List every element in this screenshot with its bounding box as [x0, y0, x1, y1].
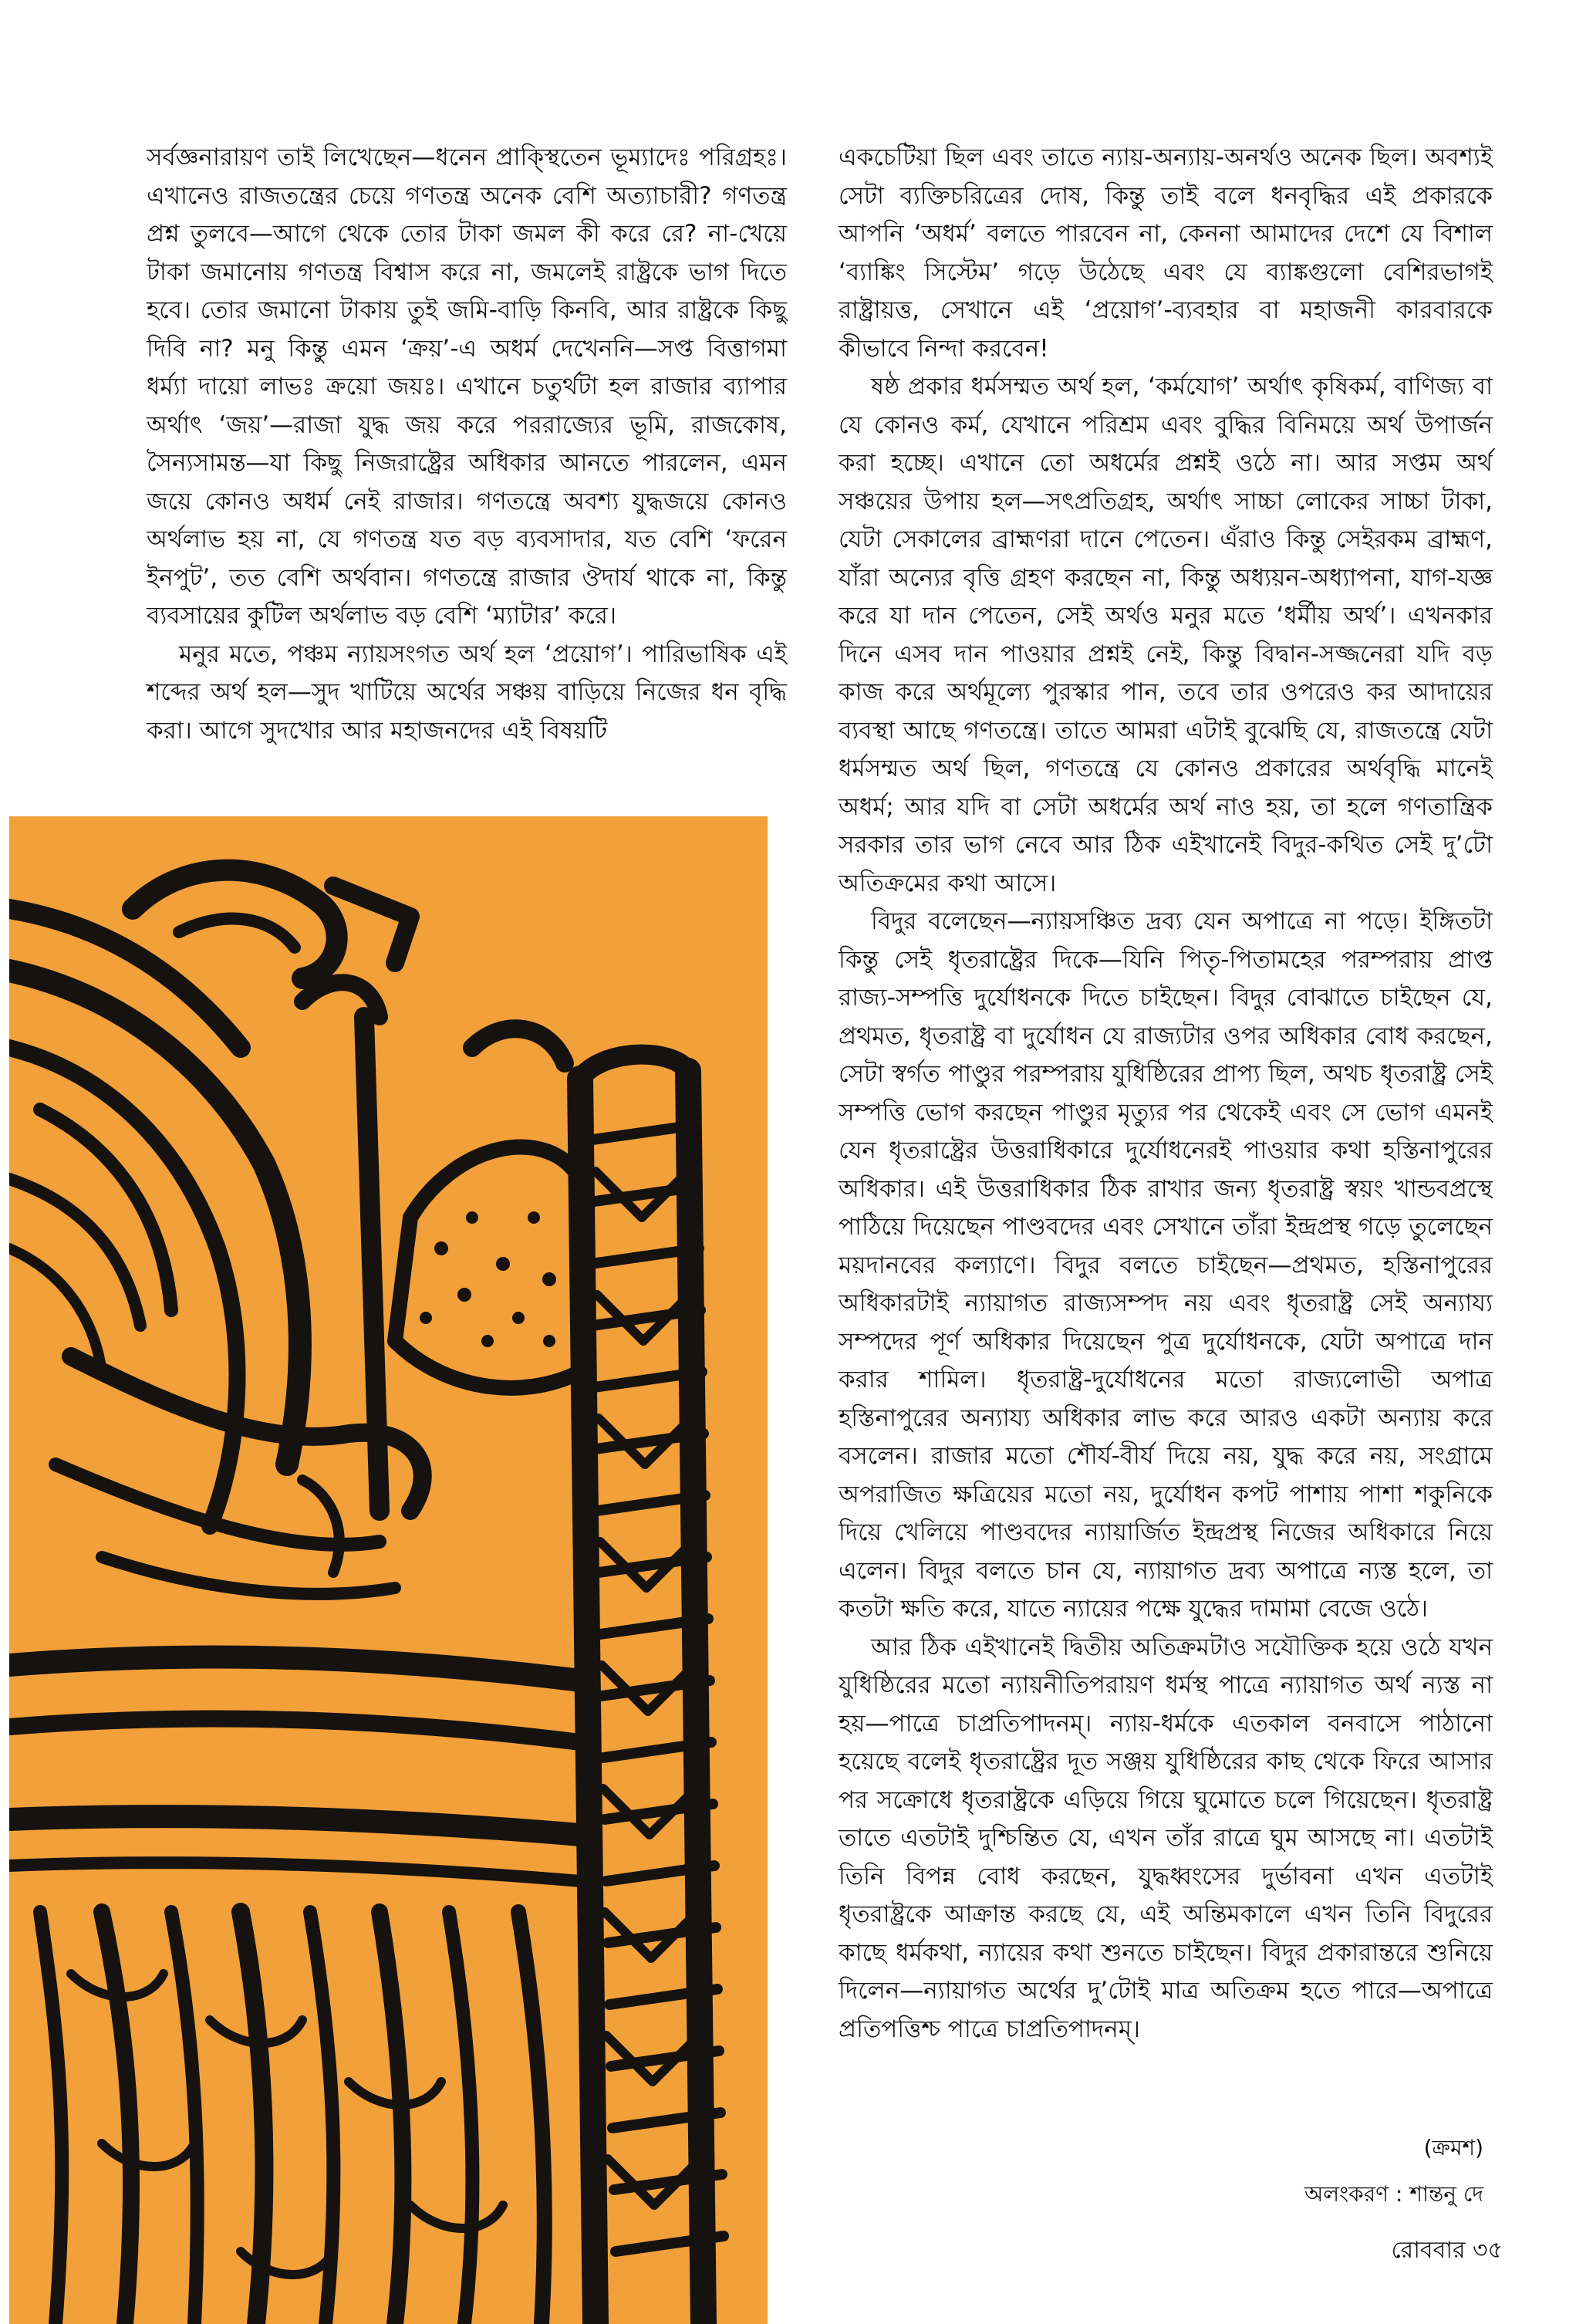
page-folio: রোববার ৩৫ — [1391, 2237, 1503, 2264]
illustration-credit: অলংকরণ : শান্তনু দে — [1304, 2181, 1483, 2207]
paragraph: বিদুর বলেছেন—ন্যায়সঞ্চিত দ্রব্য যেন অপাত্রে না পড়ে। ইঙ্গিতটা কিন্তু সেই ধৃতরাষ্ট্রের দিকে—যিনি পিতৃ-পিতামহের পরম্পরায় প্রাপ্ত রাজ্য-সম্পত্তি দুর্যোধনকে দিতে চাইছেন। বিদুর বোঝাতে চাইছেন যে, প্রথমত, ধৃতরাষ্ট্র বা দুর্যোধন যে রাজ্যটার ওপর অধিকার বোধ করছেন, সেটা স্বর্গত পাণ্ডুর পরম্পরায় যুধিষ্ঠিরের প্রাপ্য ছিল, অথচ ধৃতরাষ্ট্র সেই সম্পত্তি ভোগ করছেন পাণ্ডুর মৃত্যুর পর থেকেই এবং সে ভোগ এমনই যেন ধৃতরাষ্ট্রের উত্তরাধিকারে দুর্যোধনেরই পাওয়ার কথা হস্তিনাপুরের অধিকার। এই উত্তরাধিকার ঠিক রাখার জন্য ধৃতরাষ্ট্র স্বয়ং খান্ডবপ্রস্থে পাঠিয়ে দিয়েছেন পাণ্ডবদের এবং সেখানে তাঁরা ইন্দ্রপ্রস্থ গড়ে তুলেছেন ময়দানবের কল্যাণে। বিদুর বলতে চাইছেন—প্রথমত, হস্তিনাপুরের অধিকারটাই ন্যায়াগত রাজ্যসম্পদ নয় এবং ধৃতরাষ্ট্র সেই অন্যায্য সম্পদের পূর্ণ অধিকার দিয়েছেন পুত্র দুর্যোধনকে, যেটা অপাত্রে দান করার শামিল। ধৃতরাষ্ট্র-দুর্যোধনের মতো রাজ্যলোভী অপাত্র হস্তিনাপুরের অন্যায্য অধিকার লাভ করে আরও একটা অন্যায় করে বসলেন। রাজার মতো শৌর্য-বীর্য দিয়ে নয়, যুদ্ধ করে নয়, সংগ্রামে অপরাজিত ক্ষত্রিয়ের মতো নয়, দুর্যোধন কপট পাশায় পাশা শকুনিকে দিয়ে খেলিয়ে পাণ্ডবদের ন্যায়ার্জিত ইন্দ্রপ্রস্থ নিজের অধিকারে নিয়ে এলেন। বিদুর বলতে চান যে, ন্যায়াগত দ্রব্য অপাত্রে ন্যস্ত হলে, তা কতটা ক্ষতি করে, যাতে ন্যায়ের পক্ষে যুদ্ধের দামামা বেজে ওঠে। — [839, 907, 1493, 1623]
paragraph: সর্বজ্ঞনারায়ণ তাই লিখেছেন—ধনেন প্রাক্স্থিতেন ভূম্যাদেঃ পরিগ্রহঃ। এখানেও রাজতন্ত্রের চেয়ে গণতন্ত্র অনেক বেশি অত্যাচারী? গণতন্ত্র প্রশ্ন তুলবে—আগে থেকে তোর টাকা জমল কী করে রে? না-খেয়ে টাকা জমানোয় গণতন্ত্র বিশ্বাস করে না, জমলেই রাষ্ট্রকে ভাগ দিতে হবে। তোর জমানো টাকায় তুই জমি-বাড়ি কিনবি, আর রাষ্ট্রকে কিছু দিবি না? মনু কিন্তু এমন ‘ক্রয়’-এ অধর্ম দেখেননি—সপ্ত বিত্তাগমা ধর্ম্যা দায়ো লাভঃ ক্রয়ো জয়ঃ। এখানে চতুর্থটা হল রাজার ব্যাপার অর্থাৎ ‘জয়’—রাজা যুদ্ধ জয় করে পররাজ্যের ভূমি, রাজকোষ, সৈন্যসামন্ত—যা কিছু নিজরাষ্ট্রের অধিকার আনতে পারলেন, এমন জয়ে কোনও অধর্ম নেই রাজার। গণতন্ত্রে অবশ্য যুদ্ধজয়ে কোনও অর্থলাভ হয় না, যে গণতন্ত্র যত বড় ব্যবসাদার, যত বেশি ‘ফরেন ইনপুট’, তত বেশি অর্থবান। গণতন্ত্রে রাজার ঔদার্য থাকে না, কিন্তু ব্যবসায়ের কুটিল অর্থলাভ বড় বেশি ‘ম্যাটার’ করে। — [147, 144, 787, 630]
right-column — [839, 139, 1493, 2049]
left-column — [147, 139, 787, 750]
continued-note: (ক্রমশ) — [1423, 2135, 1483, 2160]
paragraph: একচেটিয়া ছিল এবং তাতে ন্যায়-অন্যায়-অনর্থও অনেক ছিল। অবশ্যই সেটা ব্যক্তিচরিত্রের দোষ, কিন্তু তাই বলে ধনবৃদ্ধির এই প্রকারকে আপনি ‘অধর্ম’ বলতে পারবেন না, কেননা আমাদের দেশে যে বিশাল ‘ব্যাঙ্কিং সিস্টেম’ গড়ে উঠেছে এবং যে ব্যাঙ্কগুলো বেশিরভাগই রাষ্ট্রায়ত্ত, সেখানে এই ‘প্রয়োগ’-ব্যবহার বা মহাজনী কারবারকে কীভাবে নিন্দা করবেন! — [839, 144, 1493, 363]
illustration-icon — [9, 816, 768, 2324]
paragraph: আর ঠিক এইখানেই দ্বিতীয় অতিক্রমটাও সযৌক্তিক হয়ে ওঠে যখন যুধিষ্ঠিরের মতো ন্যায়নীতিপরায়ণ ধর্মস্থ পাত্রে ন্যায়াগত অর্থ ন্যস্ত না হয়—পাত্রে চাপ্রতিপাদনম্। ন্যায়-ধর্মকে এতকাল বনবাসে পাঠানো হয়েছে বলেই ধৃতরাষ্ট্রের দূত সঞ্জয় যুধিষ্ঠিরের কাছ থেকে ফিরে আসার পর সক্রোধে ধৃতরাষ্ট্রকে এড়িয়ে গিয়ে ঘুমোতে চলে গিয়েছেন। ধৃতরাষ্ট্র তাতে এতটাই দুশ্চিন্তিত যে, এখন তাঁর রাত্রে ঘুম আসছে না। এতটাই তিনি বিপন্ন বোধ করছেন, যুদ্ধধ্বংসের দুর্ভাবনা এখন এতটাই ধৃতরাষ্ট্রকে আক্রান্ত করছে যে, এই অন্তিমকালে এখন তিনি বিদুরের কাছে ধর্মকথা, ন্যায়ের কথা শুনতে চাইছেন। বিদুর প্রকারান্তরে শুনিয়ে দিলেন—ন্যায়াগত অর্থের দু’টোই মাত্র অতিক্রম হতে পারে—অপাত্রে প্রতিপত্তিশ্চ পাত্রে চাপ্রতিপাদনম্। — [839, 1633, 1493, 2043]
paragraph: মনুর মতে, পঞ্চম ন্যায়সংগত অর্থ হল ‘প্রয়োগ’। পারিভাষিক এই শব্দের অর্থ হল—সুদ খাটিয়ে অর্থের সঞ্চয় বাড়িয়ে নিজের ধন বৃদ্ধি করা। আগে সুদখোর আর মহাজনদের এই বিষয়টি — [147, 640, 787, 745]
paragraph: ষষ্ঠ প্রকার ধর্মসম্মত অর্থ হল, ‘কর্মযোগ’ অর্থাৎ কৃষিকর্ম, বাণিজ্য বা যে কোনও কর্ম, যেখানে পরিশ্রম এবং বুদ্ধির বিনিময়ে অর্থ উপার্জন করা হচ্ছে। এখানে তো অধর্মের প্রশ্নই ওঠে না। আর সপ্তম অর্থ সঞ্চয়ের উপায় হল—সৎপ্রতিগ্রহ, অর্থাৎ সাচ্চা লোকের সাচ্চা টাকা, যেটা সেকালের ব্রাহ্মণরা দানে পেতেন। এঁরাও কিন্তু সেইরকম ব্রাহ্মণ, যাঁরা অন্যের বৃত্তি গ্রহণ করছেন না, কিন্তু অধ্যয়ন-অধ্যাপনা, যাগ-যজ্ঞ করে যা দান পেতেন, সেই অর্থও মনুর মতে ‘ধর্মীয় অর্থ’। এখনকার দিনে এসব দান পাওয়ার প্রশ্নই নেই, কিন্তু বিদ্বান-সজ্জনেরা যদি বড় কাজ করে অর্থমূল্যে পুরস্কার পান, তবে তার ওপরেও কর আদায়ের ব্যবস্থা আছে গণতন্ত্রে। তাতে আমরা এটাই বুঝেছি যে, রাজতন্ত্রে যেটা ধর্মসম্মত অর্থ ছিল, গণতন্ত্রে যে কোনও প্রকারের অর্থবৃদ্ধি মানেই অধর্ম; আর যদি বা সেটা অধর্মের অর্থ নাও হয়, তা হলে গণতান্ত্রিক সরকার তার ভাগ নেবে আর ঠিক এইখানেই বিদুর-কথিত সেই দু’টো অতিক্রমের কথা আসে। — [839, 373, 1493, 897]
